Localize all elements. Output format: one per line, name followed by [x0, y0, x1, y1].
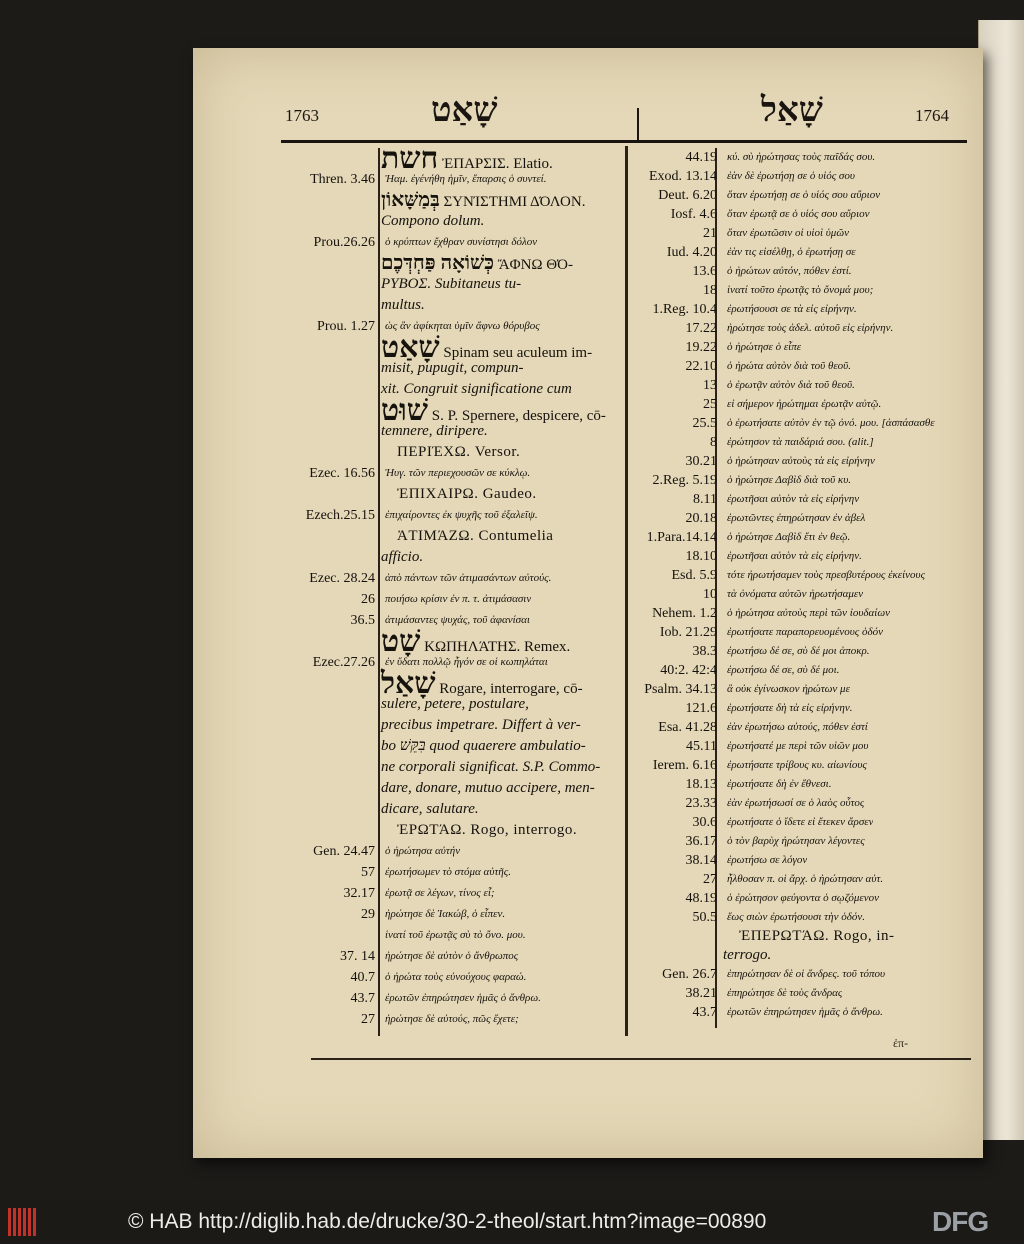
- citation-line: [287, 841, 627, 862]
- latin-text: sulere, petere, postulare,: [381, 696, 529, 712]
- greek-quotation: ὁ ἐρωτήσατε αὐτὸν ἐν τῷ ὀνό. μου. [ἀσπάσασθε: [727, 417, 935, 429]
- citation-line: [629, 889, 969, 908]
- greek-quotation: ἠρώτησε δὲ αὐτὸν ὁ ἄνθρωπος: [385, 950, 519, 962]
- citation-line: [629, 357, 969, 376]
- citation-line: [629, 775, 969, 794]
- citation-ref: 10: [703, 587, 717, 602]
- citation-ref: 30.21: [685, 454, 717, 469]
- citation-ref: 38.3: [692, 644, 717, 659]
- citation-line: [629, 262, 969, 281]
- catchword: ἐπ-: [893, 1036, 909, 1050]
- citation-line: [629, 566, 969, 585]
- latin-text: multus.: [381, 297, 425, 313]
- greek-quotation: ἐρωτῶντες ἐπηρώτησαν ἐν ἀβελ: [727, 512, 866, 524]
- citation-line: [629, 870, 969, 889]
- greek-quotation: ἐπηρώτησαν δὲ οἱ ἄνδρες. τοῦ τόπου: [727, 968, 886, 980]
- citation-ref: 40.7: [350, 970, 375, 985]
- citation-line: [287, 904, 627, 925]
- citation-line: [629, 908, 969, 927]
- greek-quotation: ἃ οὐκ ἐγίνωσκον ἠρώτων με: [727, 683, 850, 695]
- citation-line: [629, 832, 969, 851]
- citation-ref: Ezec. 16.56: [309, 466, 375, 481]
- citation-ref: Thren. 3.46: [310, 172, 375, 187]
- greek-quotation: ἐρωτήσατέ με περὶ τῶν υἱῶν μου: [727, 740, 869, 752]
- citation-ref: 57: [361, 865, 375, 880]
- citation-ref: Iosf. 4.6: [670, 207, 717, 222]
- greek-quotation: τότε ἠρωτήσαμεν τοὺς πρεσβυτέρους ἐκείνους: [727, 569, 926, 581]
- citation-line: [287, 1009, 627, 1030]
- greek-quotation: ἐρώτησον τὰ παιδάριά σου. (alit.]: [727, 436, 874, 448]
- greek-quotation: ἐρωτήσατε δὴ ἐν ἔθνεσι.: [727, 778, 832, 790]
- greek-quotation: ἐρωτῆσαι αὐτὸν τὰ εἰς εἰρήνην.: [727, 550, 862, 562]
- greek-quotation: ὁ ἠρώτησε Δαβὶδ διὰ τοῦ κυ.: [727, 474, 852, 486]
- greek-quotation: ὅταν ἐρωτήσῃ σε ὁ υἱός σου αὔριον: [727, 189, 881, 201]
- citation-line: [629, 984, 969, 1003]
- citation-line: [629, 604, 969, 623]
- greek-quotation: ἐὰν τις εἰσέλθῃ, ὁ ἐρωτήσῃ σε: [727, 246, 856, 258]
- citation-ref: 18.13: [685, 777, 717, 792]
- lemma-line: [287, 142, 627, 175]
- greek-quotation: ὁ ἠρώτα τοὺς εὐνούχους φαραώ.: [385, 971, 527, 983]
- citation-line: [629, 300, 969, 319]
- citation-line: [629, 680, 969, 699]
- citation-ref: 22.10: [685, 359, 717, 374]
- citation-line: [287, 925, 627, 946]
- citation-line: [287, 169, 627, 190]
- citation-line: [629, 851, 969, 870]
- citation-ref: 29: [361, 907, 375, 922]
- citation-line: [287, 505, 627, 526]
- greek-quotation: ἐὰν δὲ ἐρωτήσῃ σε ὁ υἱός σου: [727, 170, 855, 182]
- greek-headword: ἘΠΕΡΩΤΆΩ. Rogo, in-: [739, 928, 895, 944]
- greek-quotation: ἐὰν ἐρωτήσωσί σε ὁ λαὸς οὗτος: [727, 797, 865, 809]
- latin-text: xit. Congruit significatione cum: [381, 381, 572, 397]
- hebrew-lemma: חשת: [381, 142, 439, 175]
- lemma-gloss: Spinam seu aculeum im-: [439, 345, 593, 361]
- latin-text: dare, donare, mutuo accipere, men-: [381, 780, 595, 796]
- greek-quotation: ἐρωτήσατε παραπορευομένους ὁδόν: [727, 626, 884, 638]
- greek-quotation: ἠρώτησε δὲ Ἰακώβ, ὁ εἶπεν.: [385, 908, 506, 920]
- greek-quotation: τὰ ὀνόματα αὐτῶν ἠρωτήσαμεν: [727, 588, 864, 600]
- citation-ref: 13: [703, 378, 717, 393]
- citation-ref: 1.Para.14.14: [646, 530, 717, 545]
- lemma-line: [287, 625, 627, 658]
- citation-line: [629, 433, 969, 452]
- greek-quotation: Ἠαμ. ἐγένήθη ἡμῖν, ἔπαρσις ὁ συντεί.: [385, 173, 547, 185]
- lemma-gloss: S. P. Spernere, despicere, cō-: [428, 408, 606, 424]
- citation-line: [629, 243, 969, 262]
- latin-text: misit, pupugit, compun-: [381, 360, 524, 376]
- citation-ref: 44.19: [685, 150, 717, 165]
- greek-quotation: ἕως σιὼν ἐρωτήσουσι τὴν ὁδόν.: [727, 911, 865, 923]
- footer-bar: [0, 1200, 1024, 1244]
- hebrew-lemma: בְּמַשָּׁאוֹן: [381, 189, 440, 211]
- greek-quotation: ἐρωτῶν ἐπηρώτησεν ἡμᾶς ὁ ἄνθρω.: [385, 992, 541, 1004]
- greek-quotation: ἐρωτήσατε δὴ τὰ εἰς εἰρήνην.: [727, 702, 853, 714]
- page-number-right: 1764: [915, 106, 949, 125]
- greek-quotation: ὁ ἐρωτᾷν αὐτὸν διὰ τοῦ θεοῦ.: [727, 379, 855, 391]
- citation-line: [629, 965, 969, 984]
- citation-ref: 20.18: [685, 511, 717, 526]
- latin-text: terrogo.: [723, 947, 772, 963]
- greek-quotation: ὁ ἠρώτησα αὐτήν: [385, 845, 461, 857]
- greek-headword: ἘΡΩΤΆΩ. Rogo, interrogo.: [397, 822, 578, 838]
- lemma-gloss: ἌΦΝΩ ΘΌ-: [494, 257, 573, 273]
- lemma-gloss: Rogare, interrogare, cō-: [435, 681, 583, 697]
- citation-line: [629, 167, 969, 186]
- hebrew-lemma: שָׁט: [381, 625, 421, 658]
- lemma-gloss: ΣΥΝΊΣΤΗΜΙ ΔΌΛΟΝ.: [439, 194, 586, 210]
- page-number-left: 1763: [285, 106, 319, 125]
- hebrew-lemma: שָׁאַט: [381, 331, 440, 364]
- citation-line: [629, 642, 969, 661]
- citation-ref: 32.17: [343, 886, 375, 901]
- citation-ref: Prou. 1.27: [317, 319, 375, 334]
- greek-quotation: ὁ ἠρώτα αὐτὸν διὰ τοῦ θεοῦ.: [727, 360, 851, 372]
- greek-quotation: ἱνατί τοῦ ἐρωτᾷς σὺ τὸ ὄνο. μου.: [385, 929, 526, 941]
- citation-line: [629, 813, 969, 832]
- running-head-left: שָׁאַט: [431, 92, 498, 129]
- citation-ref: 45.11: [686, 739, 717, 754]
- citation-ref: 27: [361, 1012, 375, 1027]
- citation-line: [629, 547, 969, 566]
- citation-line: [629, 319, 969, 338]
- greek-quotation: ὁ ἠρώτησε ὁ εἶπε: [727, 341, 802, 353]
- citation-line: [629, 224, 969, 243]
- greek-quotation: ὁ ἠρώτων αὐτόν, πόθεν ἐστί.: [727, 265, 852, 277]
- citation-line: [629, 528, 969, 547]
- citation-line: [287, 988, 627, 1009]
- lemma-gloss: ἘΠΑΡΣΙΣ. Elatio.: [438, 156, 553, 172]
- lemma-line: [287, 331, 627, 364]
- left-column: [287, 142, 627, 1030]
- lemma-line: [287, 667, 627, 700]
- greek-quotation: ὅταν ἐρωτῶσιν οἱ υἱοὶ ὑμῶν: [727, 227, 849, 239]
- greek-quotation: ὁ κρύπτων ἔχθραν συνίστησι δόλον: [385, 236, 538, 248]
- hab-logo-icon: [8, 1208, 50, 1236]
- dfg-logo: DFG: [932, 1206, 989, 1237]
- citation-line: [629, 661, 969, 680]
- citation-ref: 13.6: [692, 264, 717, 279]
- greek-quotation: ὁ ἠρώτησα αὐτοὺς περὶ τῶν ἰουδαίων: [727, 607, 890, 619]
- copyright-url[interactable]: © HAB http://diglib.hab.de/drucke/30-2-theol/start.htm?image=00890: [128, 1210, 767, 1233]
- greek-quotation: ἀπὸ πάντων τῶν ἀτιμασάντων αὐτούς.: [385, 572, 552, 584]
- citation-ref: Ierem. 6.16: [652, 758, 717, 773]
- citation-line: [287, 463, 627, 484]
- greek-quotation: ἱνατί τοῦτο ἐρωτᾷς τὸ ὄνομά μου;: [727, 284, 874, 296]
- citation-ref: 36.17: [685, 834, 717, 849]
- hebrew-lemma: שׁוּט: [381, 394, 429, 427]
- citation-ref: Gen. 26.7: [662, 967, 717, 982]
- citation-ref: 38.14: [685, 853, 717, 868]
- greek-quotation: ἠρώτησε δὲ αὐτούς, πῶς ἔχετε;: [385, 1013, 519, 1025]
- citation-ref: 21: [703, 226, 717, 241]
- greek-quotation: ἦλθοσαν π. οἱ ἄρχ. ὁ ἠρώτησαν αὐτ.: [727, 873, 884, 885]
- citation-line: [287, 946, 627, 967]
- greek-headword: ἈΤΙΜΆΖΩ. Contumelia: [397, 528, 554, 544]
- greek-quotation: Ἠυγ. τῶν περιεχουσῶν σε κύκλῳ.: [385, 467, 531, 479]
- citation-line: [629, 471, 969, 490]
- citation-line: [287, 610, 627, 631]
- running-head-right: שָׁאַל: [761, 92, 823, 129]
- latin-text: ΡΥΒΟΣ. Subitaneus tu-: [381, 276, 522, 292]
- latin-text: bo בִּקֵּשׁ quod quaerere ambulatio-: [381, 738, 586, 754]
- header-divider: [637, 108, 639, 142]
- citation-line: [629, 794, 969, 813]
- greek-quotation: ἐπιχαίροντες ἐκ ψυχῆς τοῦ ἐξαλεῖψ.: [385, 509, 538, 521]
- greek-quotation: ἐρωτήσουσι σε τὰ εἰς εἰρήνην.: [727, 303, 857, 315]
- citation-line: [287, 883, 627, 904]
- citation-line: [287, 232, 627, 253]
- citation-ref: Deut. 6.20: [658, 188, 717, 203]
- citation-ref: 8: [710, 435, 717, 450]
- citation-ref: 27: [703, 872, 717, 887]
- latin-text: temnere, diripere.: [381, 423, 488, 439]
- greek-quotation: ὁ ἠρώτησε Δαβὶδ ἔτι ἐν θεῷ.: [727, 531, 851, 543]
- lemma-line: [287, 253, 627, 274]
- next-page-edge: [978, 20, 1024, 1140]
- latin-text: afficio.: [381, 549, 424, 565]
- greek-quotation: ἐρωτήσατε τρίβους κυ. αἰωνίους: [727, 759, 867, 771]
- citation-ref: Exod. 13.14: [648, 169, 717, 184]
- citation-line: [629, 737, 969, 756]
- greek-quotation: ἐρωτῶν ἐπηρώτησεν ἡμᾶς ὁ ἄνθρω.: [727, 1006, 883, 1018]
- citation-line: [629, 1003, 969, 1022]
- citation-ref: 121.6: [685, 701, 717, 716]
- citation-ref: 26: [361, 592, 375, 607]
- hebrew-lemma: שָׁאַל: [381, 667, 436, 700]
- citation-ref: Esd. 5.9: [671, 568, 717, 583]
- citation-line: [629, 414, 969, 433]
- citation-line: [629, 395, 969, 414]
- citation-ref: 23.33: [685, 796, 717, 811]
- citation-ref: 38.21: [685, 986, 717, 1001]
- citation-ref: 48.19: [685, 891, 717, 906]
- greek-quotation: ἐρωτήσωμεν τὸ στόμα αὐτῆς.: [385, 866, 511, 878]
- greek-quotation: ἐρωτήσω δέ σε, σὺ δέ μοι.: [727, 664, 840, 676]
- greek-quotation: ὁ ἐρώτησον φεύγοντα ὁ σῳζόμενον: [727, 892, 880, 904]
- lemma-line: [287, 190, 627, 211]
- citation-ref: 19.22: [685, 340, 717, 355]
- citation-line: [629, 281, 969, 300]
- greek-quotation: ἠρώτησε τοὺς ἀδελ. αὐτοῦ εἰς εἰρήνην.: [727, 322, 894, 334]
- lemma-line: [287, 394, 627, 427]
- citation-ref: 25.5: [692, 416, 717, 431]
- right-column: [629, 148, 969, 1022]
- citation-ref: 2.Reg. 5.19: [652, 473, 717, 488]
- citation-ref: Iob. 21.29: [659, 625, 717, 640]
- citation-line: [629, 376, 969, 395]
- latin-text: ne corporali significat. S.P. Commo-: [381, 759, 601, 775]
- citation-ref: 50.5: [692, 910, 717, 925]
- greek-quotation: ὡς ἂν ἀφίκηται ὑμῖν ἄφνω θόρυβος: [385, 320, 540, 332]
- citation-line: [287, 568, 627, 589]
- greek-quotation: ὁ ἠρώτησαν αὐτοὺς τὰ εἰς εἰρήνην: [727, 455, 875, 467]
- citation-ref: 18: [703, 283, 717, 298]
- citation-ref: 30.6: [692, 815, 717, 830]
- citation-line: [287, 862, 627, 883]
- citation-ref: Ezec.27.26: [312, 655, 375, 670]
- citation-line: [629, 490, 969, 509]
- greek-headword: ἘΠΙΧΑΙΡΩ. Gaudeo.: [397, 486, 537, 502]
- greek-quotation: ἐρωτήσω δέ σε, σὺ δέ μοι ἀποκρ.: [727, 645, 870, 657]
- citation-line: [629, 699, 969, 718]
- latin-text: dicare, salutare.: [381, 801, 479, 817]
- greek-quotation: ἀτιμάσαντες ψυχάς, τοῦ ἀφανίσαι: [385, 614, 530, 626]
- greek-quotation: ἐὰν ἐρωτήσω αὐτούς, πόθεν ἐστί: [727, 721, 868, 733]
- citation-line: [287, 589, 627, 610]
- greek-quotation: ἐρωτήσω σε λόγον: [727, 854, 808, 866]
- citation-ref: 1.Reg. 10.4: [652, 302, 717, 317]
- citation-ref: 37. 14: [340, 949, 375, 964]
- citation-line: [629, 585, 969, 604]
- citation-line: [629, 509, 969, 528]
- greek-quotation: ἐπηρώτησε δὲ τοὺς ἄνδρας: [727, 987, 843, 999]
- citation-ref: 43.7: [692, 1005, 717, 1020]
- citation-line: [629, 452, 969, 471]
- citation-ref: Ezech.25.15: [305, 508, 375, 523]
- latin-text: Compono dolum.: [381, 213, 485, 229]
- citation-ref: 40:2. 42:4: [660, 663, 717, 678]
- greek-headword: ΠΕΡΙΈΧΩ. Versor.: [397, 444, 521, 460]
- citation-line: [629, 338, 969, 357]
- lemma-gloss: ΚΩΠΗΛΆΤΗΣ. Remex.: [420, 639, 571, 655]
- greek-quotation: ὁ τὸν βαρὺχ ἠρώτησαν λέγοντες: [727, 835, 865, 847]
- citation-line: [629, 148, 969, 167]
- greek-quotation: κύ. σὺ ἠρώτησας τοὺς παῖδάς σου.: [727, 151, 876, 163]
- citation-ref: Iud. 4.20: [666, 245, 717, 260]
- footer-rule: [311, 1058, 971, 1060]
- citation-line: [629, 718, 969, 737]
- greek-quotation: ὅταν ἐρωτᾷ σε ὁ υἱός σου αὔριον: [727, 208, 870, 220]
- citation-line: [629, 205, 969, 224]
- greek-quotation: ἐρωτήσατε ὁ ἴδετε εἰ ἔτεκεν ἄρσεν: [727, 816, 874, 828]
- hebrew-lemma: כְּשׁוֹאָה פַּחְדְּכֶם: [381, 252, 494, 274]
- citation-ref: 43.7: [350, 991, 375, 1006]
- citation-line: [287, 967, 627, 988]
- citation-ref: Ezec. 28.24: [309, 571, 375, 586]
- greek-quotation: ἐρωτᾷ σε λέγων, τίνος εἶ;: [385, 887, 495, 899]
- scanned-page: [193, 48, 983, 1158]
- greek-quotation: ἐν ὕδατι πολλῷ ἦγόν σε οἱ κωπηλάται: [385, 656, 548, 668]
- citation-ref: 8.11: [693, 492, 717, 507]
- citation-ref: Esa. 41.28: [658, 720, 717, 735]
- citation-ref: Gen. 24.47: [313, 844, 375, 859]
- citation-line: [629, 623, 969, 642]
- greek-quotation: εἰ σήμερον ἠρώτημαι ἐρωτᾷν αὐτῷ.: [727, 398, 882, 410]
- citation-line: [629, 756, 969, 775]
- citation-ref: 18.10: [685, 549, 717, 564]
- citation-ref: Prou.26.26: [313, 235, 375, 250]
- citation-ref: Psalm. 34.13: [644, 682, 717, 697]
- latin-text: precibus impetrare. Differt à ver-: [381, 717, 581, 733]
- citation-line: [287, 316, 627, 337]
- citation-line: [629, 186, 969, 205]
- greek-quotation: ἐρωτῆσαι αὐτὸν τὰ εἰς εἰρήνην: [727, 493, 860, 505]
- citation-ref: 17.22: [685, 321, 717, 336]
- citation-ref: 36.5: [350, 613, 375, 628]
- citation-ref: 25: [703, 397, 717, 412]
- citation-ref: Nehem. 1.2: [652, 606, 717, 621]
- greek-quotation: ποιήσω κρίσιν ἐν π. τ. ἀτιμάσασιν: [385, 593, 532, 605]
- citation-line: [287, 652, 627, 673]
